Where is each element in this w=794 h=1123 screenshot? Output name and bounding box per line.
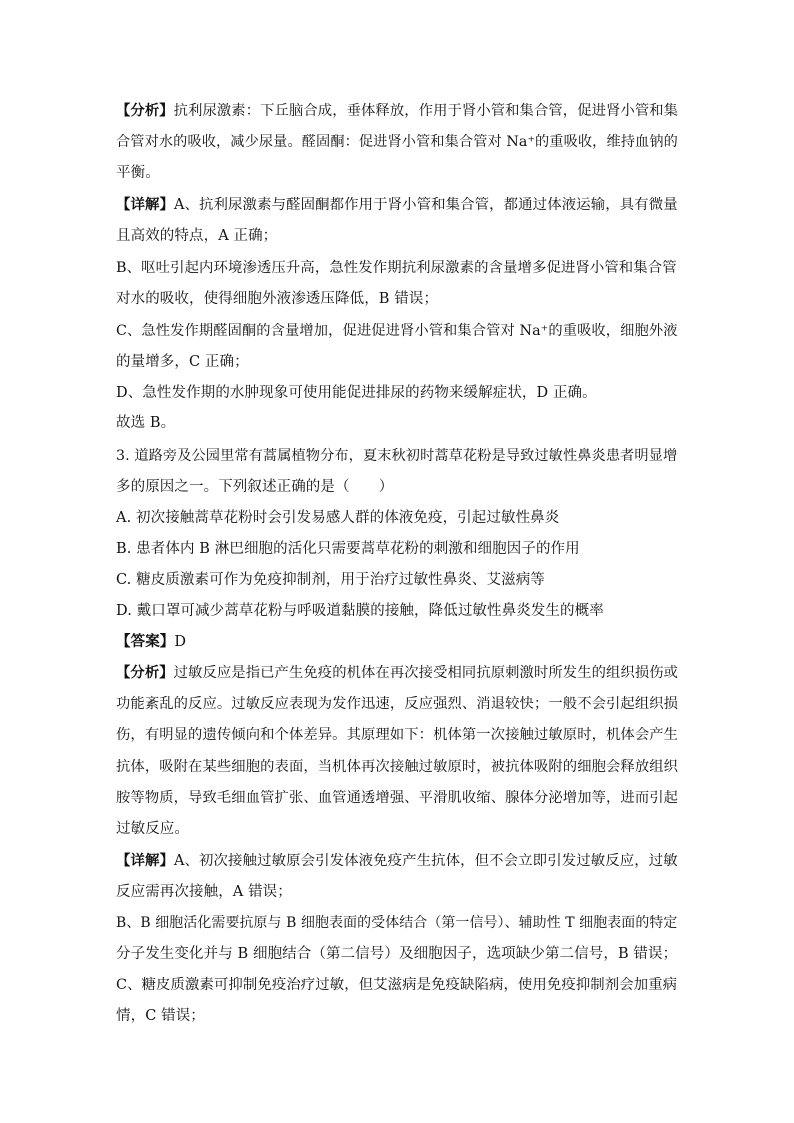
text-line: 功能紊乱的反应。过敏反应表现为发作迅速，反应强烈、消退较快；一般不会引起组织损 — [116, 696, 679, 712]
text-line: 过敏反应。 — [116, 821, 189, 837]
text-line: C、糖皮质激素可抑制免疫治疗过敏，但艾滋病是免疫缺陷病，使用免疫抑制剂会加重病 — [116, 977, 678, 993]
option-a: A. 初次接触蒿草花粉时会引发易感人群的体液免疫，引起过敏性鼻炎 — [116, 510, 560, 526]
text-line: 抗体，吸附在某些细胞的表面，当机体再次接触过敏原时，被抗体吸附的细胞会释放组织 — [116, 759, 679, 775]
option-c: C. 糖皮质激素可作为免疫抑制剂，用于治疗过敏性鼻炎、艾滋病等 — [116, 572, 545, 588]
question-stem: 3. 道路旁及公园里常有蒿属植物分布，夏末秋初时蒿草花粉是导致过敏性鼻炎患者明显增 — [116, 448, 678, 464]
answer-line: 【答案】D — [116, 633, 187, 650]
text-line: 分子发生变化并与 B 细胞结合（第二信号）及细胞因子，选项缺少第二信号，B 错误； — [116, 946, 678, 962]
option-b: B. 患者体内 B 淋巴细胞的活化只需要蒿草花粉的刺激和细胞因子的作用 — [116, 541, 580, 557]
text-line: 且高效的特点，A 正确； — [116, 228, 278, 244]
text-line: 故选 B。 — [116, 415, 176, 431]
text-line: 【分析】抗利尿激素：下丘脑合成，垂体释放，作用于肾小管和集合管，促进肾小管和集 — [116, 103, 679, 119]
text-line: 平衡。 — [116, 165, 160, 181]
section-tag: 【答案】 — [116, 633, 175, 650]
text-line: 【详解】A、初次接触过敏原会引发体液免疫产生抗体，但不会立即引发过敏反应，过敏 — [116, 852, 678, 869]
section-tag: 【分析】 — [116, 103, 174, 119]
option-d: D. 戴口罩可减少蒿草花粉与呼吸道黏膜的接触，降低过敏性鼻炎发生的概率 — [116, 603, 604, 619]
text-line: C、急性发作期醛固酮的含量增加，促进促进肾小管和集合管对 Na⁺的重吸收，细胞外液 — [116, 323, 678, 339]
section-tag: 【分析】 — [116, 665, 174, 681]
question-stem: 多的原因之一。下列叙述正确的是（ ） — [116, 479, 394, 495]
text-line: 合管对水的吸收，减少尿量。醛固酮：促进肾小管和集合管对 Na⁺的重吸收，维持血钠的 — [116, 134, 678, 150]
text-line: 情，C 错误； — [116, 1008, 205, 1024]
text-line: 的量增多，C 正确； — [116, 354, 249, 370]
text-line: 对水的吸收，使得细胞外液渗透压降低，B 错误； — [116, 291, 439, 307]
text-line: 【详解】A、抗利尿激素与醛固酮都作用于肾小管和集合管，都通过体液运输，具有微量 — [116, 196, 678, 213]
text-line: 反应需再次接触，A 错误； — [116, 884, 292, 900]
text-line: 【分析】过敏反应是指已产生免疫的机体在再次接受相同抗原刺激时所发生的组织损伤或 — [116, 665, 679, 681]
section-tag: 【详解】 — [116, 196, 175, 213]
section-tag: 【详解】 — [116, 852, 175, 869]
text-line: B、呕吐引起内环境渗透压升高，急性发作期抗利尿激素的含量增多促进肾小管和集合管 — [116, 260, 677, 276]
text-line: 胺等物质，导致毛细血管扩张、血管通透增强、平滑肌收缩、腺体分泌增加等，进而引起 — [116, 790, 679, 806]
text-line: D、急性发作期的水肿现象可使用能促进排尿的药物来缓解症状，D 正确。 — [116, 385, 597, 401]
text-line: 伤，有明显的遗传倾向和个体差异。其原理如下：机体第一次接触过敏原时，机体会产生 — [116, 727, 679, 743]
text-line: B、B 细胞活化需要抗原与 B 细胞表面的受体结合（第一信号）、辅助性 T 细胞表面的特定 — [116, 915, 678, 931]
